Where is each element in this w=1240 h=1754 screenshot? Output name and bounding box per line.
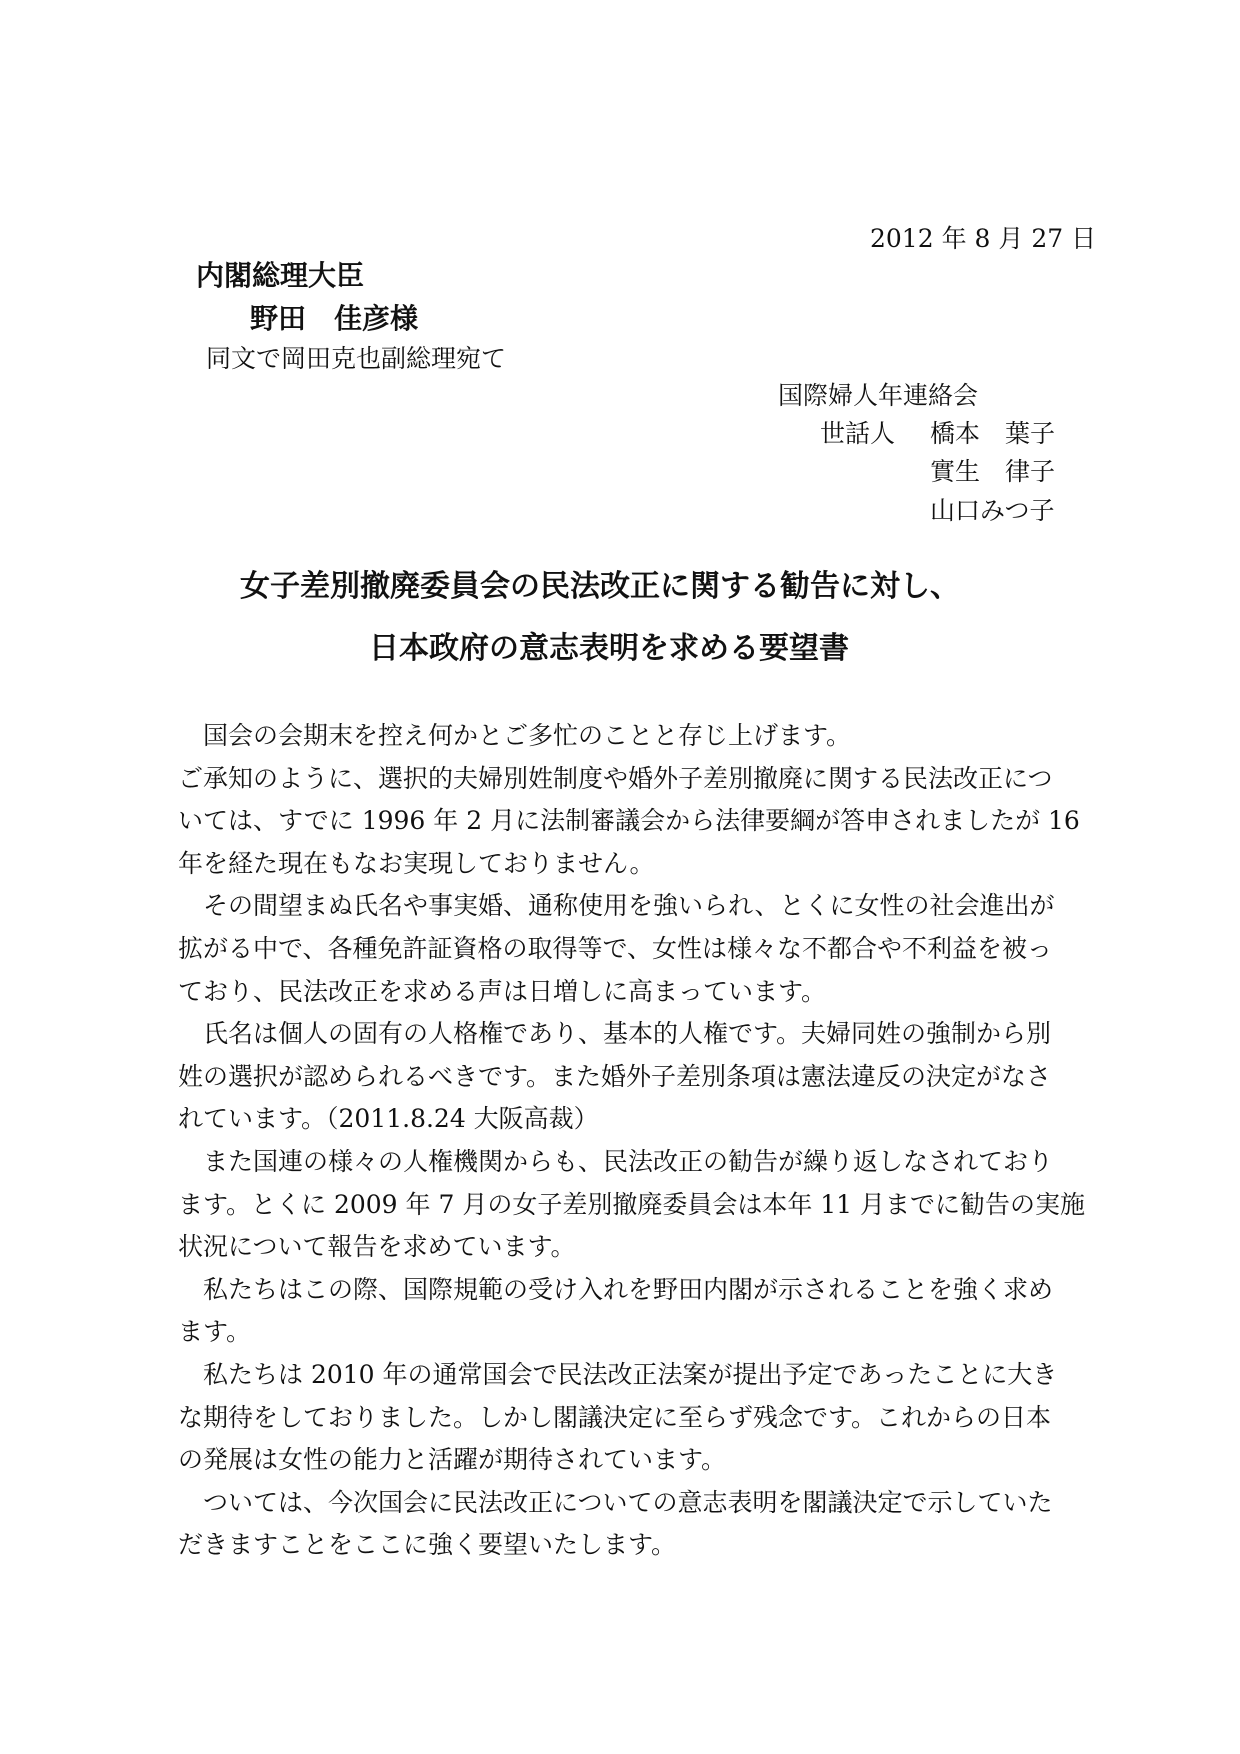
body-line: ご承知のように、選択的夫婦別姓制度や婚外子差別撤廃に関する民法改正につ	[178, 763, 1053, 793]
body-line: ており、民法改正を求める声は日増しに高まっています。	[178, 976, 827, 1006]
document-title-line: 女子差別撤廃委員会の民法改正に関する勧告に対し、	[240, 569, 960, 604]
recipient-name: 野田 佳彦様	[250, 302, 419, 335]
body-line: な期待をしておりました。しかし閣議決定に至らず残念です。これからの日本	[178, 1402, 1052, 1432]
document-title-line: 日本政府の意志表明を求める要望書	[369, 631, 849, 666]
body-line: 氏名は個人の固有の人格権であり、基本的人権です。夫婦同姓の強制から別	[178, 1019, 1052, 1049]
body-line: 私たちは 2010 年の通常国会で民法改正法案が提出予定であったことに大き	[178, 1359, 1058, 1389]
letter-body	[178, 715, 1086, 1567]
body-line: の発展は女性の能力と活躍が期待されています。	[178, 1445, 727, 1475]
body-line: だきますことをここに強く要望いたします。	[178, 1530, 677, 1560]
body-line: 年を経た現在もなお実現しておりません。	[178, 848, 655, 878]
letter-date: 2012 年 8 月 27 日	[870, 224, 1097, 253]
sender-name: 實生 律子	[930, 457, 1056, 486]
body-line: れています。（2011.8.24 大阪高裁）	[178, 1104, 599, 1134]
sender-organization: 国際婦人年連絡会	[778, 381, 979, 410]
sender-role: 世話人	[820, 419, 896, 448]
body-line: 状況について報告を求めています。	[178, 1232, 576, 1262]
body-line: その間望まぬ氏名や事実婚、通称使用を強いられ、とくに女性の社会進出が	[178, 891, 1055, 921]
sender-name: 山口みつ子	[930, 496, 1055, 525]
body-line: 姓の選択が認められるべきです。また婚外子差別条項は憲法違反の決定がなさ	[178, 1061, 1052, 1091]
body-line: 私たちはこの際、国際規範の受け入れを野田内閣が示されることを強く求め	[178, 1274, 1054, 1304]
recipient-title: 内閣総理大臣	[196, 259, 365, 292]
body-line: また国連の様々の人権機関からも、民法改正の勧告が繰り返しなされており	[178, 1146, 1054, 1176]
sender-name: 橋本 葉子	[930, 419, 1056, 448]
body-line: 国会の会期末を控え何かとご多忙のことと存じ上げます。	[178, 721, 852, 750]
body-line: ます。とくに 2009 年 7 月の女子差別撤廃委員会は本年 11 月までに勧告の実施	[178, 1189, 1086, 1219]
cc-note: 同文で岡田克也副総理宛て	[206, 344, 507, 373]
body-text	[178, 715, 1086, 1567]
body-line: ます。	[178, 1317, 252, 1347]
body-line: ついては、今次国会に民法改正についての意志表明を閣議決定で示していた	[178, 1487, 1053, 1517]
body-line: いては、すでに 1996 年 2 月に法制審議会から法律要綱が答申されましたが 16	[178, 806, 1080, 836]
body-line: 拡がる中で、各種免許証資格の取得等で、女性は様々な不都合や不利益を被っ	[178, 933, 1053, 963]
